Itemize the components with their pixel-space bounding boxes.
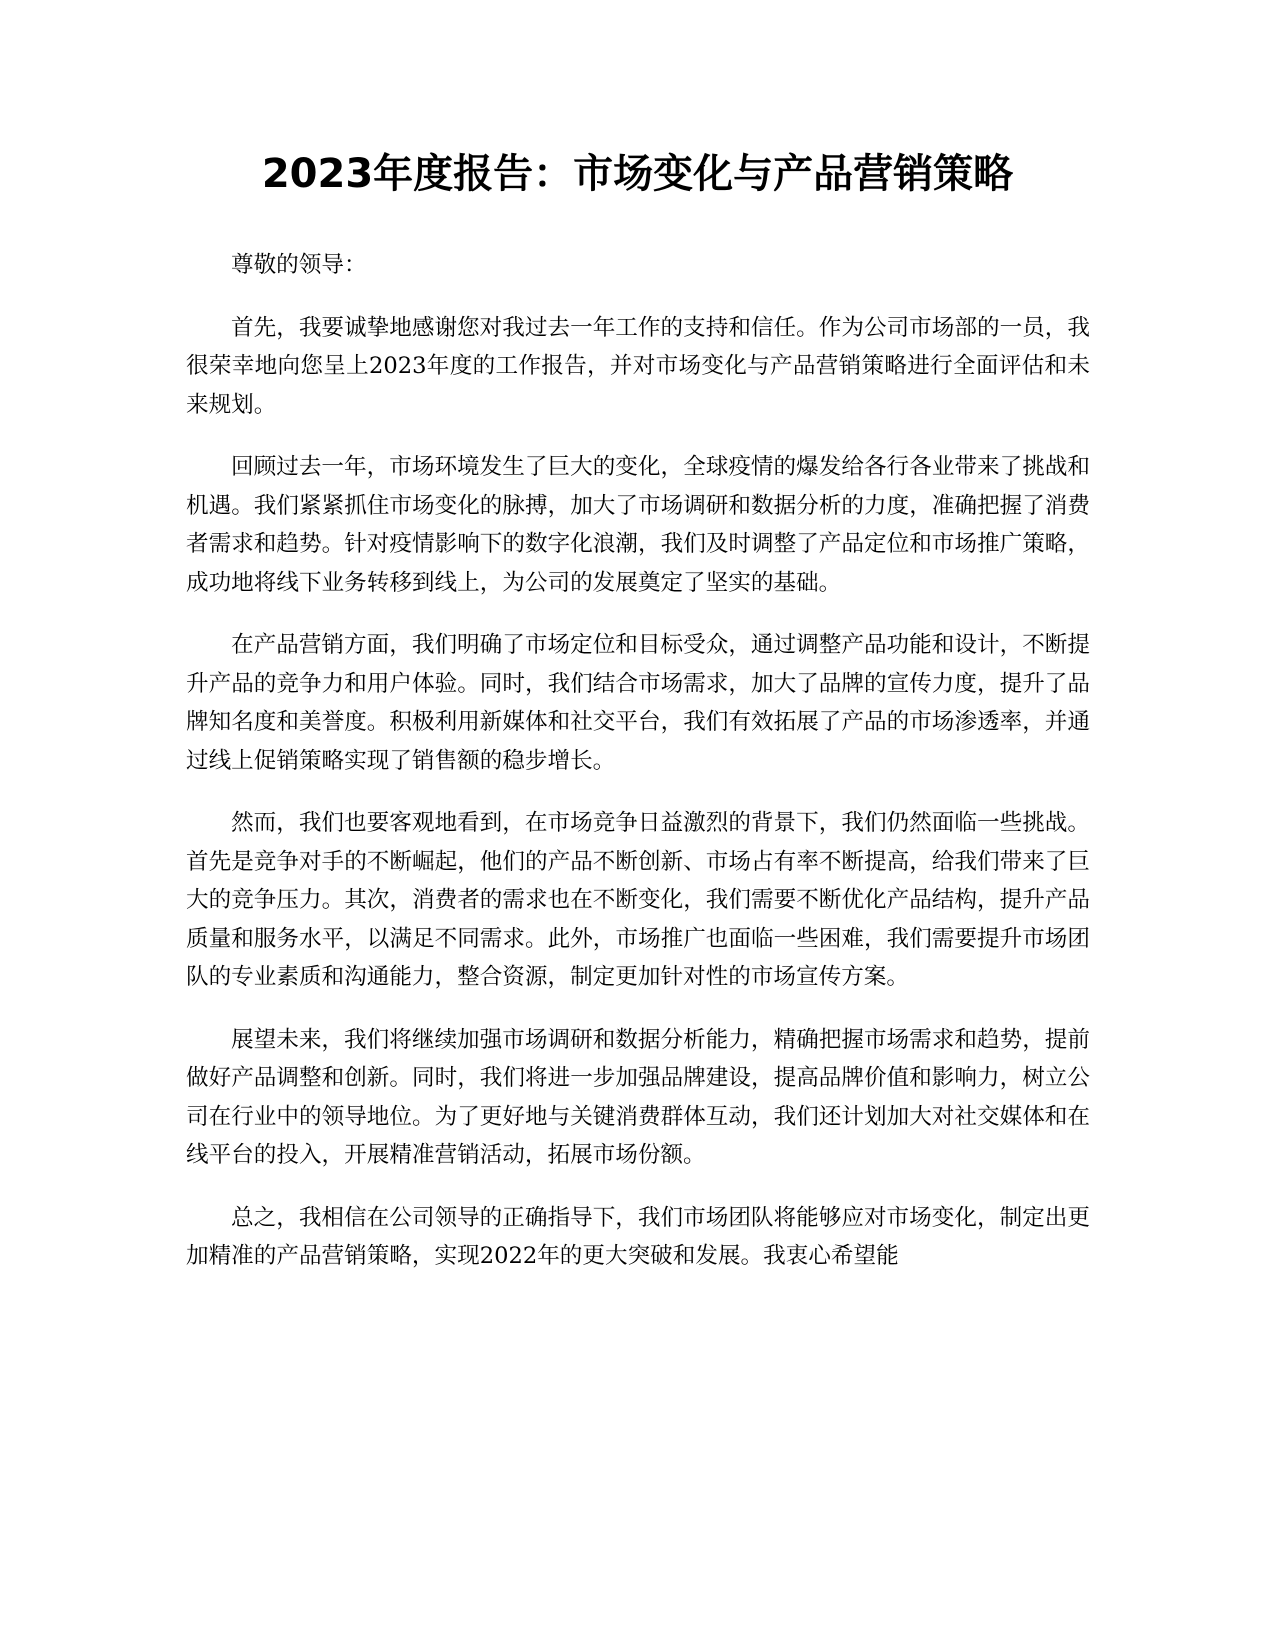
paragraph-5: 展望未来，我们将继续加强市场调研和数据分析能力，精确把握市场需求和趋势，提前做好产品调整和创新。同时，我们将进一步加强品牌建设，提高品牌价值和影响力，树立公司在行业中的领导地位。为了更好地与关键消费群体互动，我们还计划加大对社交媒体和在线平台的投入，开展精准营销活动，拓展市场份额。 (186, 1026, 1090, 1168)
document-body (186, 246, 1090, 1300)
paragraph-3: 在产品营销方面，我们明确了市场定位和目标受众，通过调整产品功能和设计，不断提升产品的竞争力和用户体验。同时，我们结合市场需求，加大了品牌的宣传力度，提升了品牌知名度和美誉度。积极利用新媒体和社交平台，我们有效拓展了产品的市场渗透率，并通过线上促销策略实现了销售额的稳步增长。 (186, 632, 1090, 774)
paragraph-6: 总之，我相信在公司领导的正确指导下，我们市场团队将能够应对市场变化，制定出更加精准的产品营销策略，实现2022年的更大突破和发展。我衷心希望能 (186, 1204, 1090, 1269)
paragraph-1: 首先，我要诚挚地感谢您对我过去一年工作的支持和信任。作为公司市场部的一员，我很荣幸地向您呈上2023年度的工作报告，并对市场变化与产品营销策略进行全面评估和未来规划。 (186, 314, 1090, 418)
document-title: 2023年度报告：市场变化与产品营销策略 (261, 151, 1014, 197)
salutation: 尊敬的领导： (231, 252, 367, 278)
paragraph-4: 然而，我们也要客观地看到，在市场竞争日益激烈的背景下，我们仍然面临一些挑战。首先是竞争对手的不断崛起，他们的产品不断创新、市场占有率不断提高，给我们带来了巨大的竞争压力。其次，消费者的需求也在不断变化，我们需要不断优化产品结构，提升产品质量和服务水平，以满足不同需求。此外，市场推广也面临一些困难，我们需要提升市场团队的专业素质和沟通能力，整合资源，制定更加针对性的市场宣传方案。 (186, 810, 1090, 990)
paragraph-2: 回顾过去一年，市场环境发生了巨大的变化，全球疫情的爆发给各行各业带来了挑战和机遇。我们紧紧抓住市场变化的脉搏，加大了市场调研和数据分析的力度，准确把握了消费者需求和趋势。针对疫情影响下的数字化浪潮，我们及时调整了产品定位和市场推广策略，成功地将线下业务转移到线上，为公司的发展奠定了坚实的基础。 (186, 454, 1090, 596)
